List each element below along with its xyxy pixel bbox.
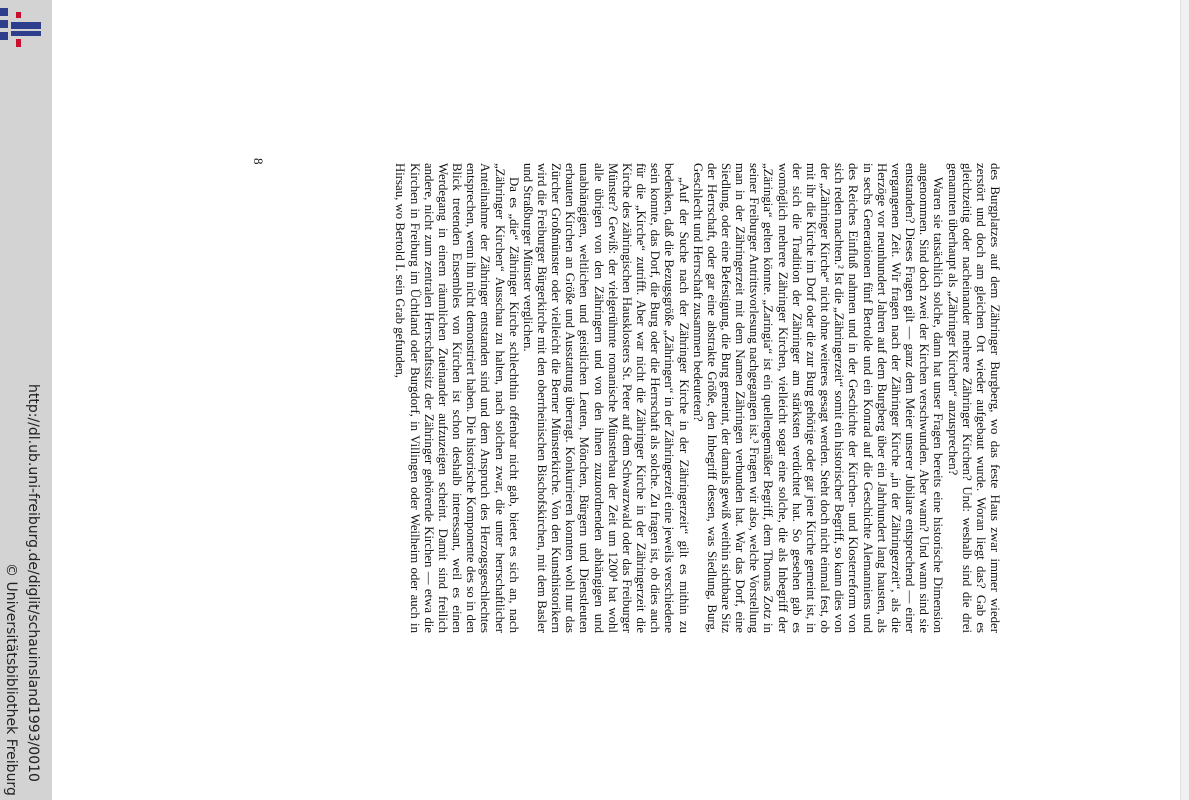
document-body — [393, 163, 1002, 633]
viewer-source-info — [0, 0, 52, 800]
vertical-scrollbar[interactable] — [1180, 0, 1189, 800]
copyright-notice: © Universitätsbibliothek Freiburg — [3, 563, 19, 796]
paragraph: Waren sie tatsächlich solche, dann hat unser Fragen bereits eine historische Dimension angenommen. Sind doch zwei der Kirchen verschwunden. Aber wann? Und wann sind sie entstanden? Dieses Fragen gilt — ganz dem Meier unserer Jubilare entsprechend — einer vergangenen Zeit. Wir fragen nach der Zähringer Kirche „in der Zähringerzeit“, als die Herzöge vor neunhundert Jahren auf dem Burgberg über ein Jahrhundert lang hausten, als in sechs Generationen fünf Bertolde und ein Konrad auf die Geschichte Alemanniens und des Reiches Einfluß nahmen und in der Geschichte der Kirchen- und Klosterreform von sich reden machten.² Ist die „Zähringerzeit“ somit ein historischer Begriff, so kann dies von der „Zähringer Kirche“ nicht ohne weiteres gesagt werden. Steht doch nicht einmal fest, ob mit ihr die Kirche im Dorf oder die zur Burg gehörige oder gar jene Kirche gemeint ist, in der sich die Tradition der Zähringer am stärksten verdichtet hat. So gesehen gab es womöglich mehrere Zähringer Kirchen, vielleicht sogar eine solche, die als Inbegriff der „Zäringia“ gelten könnte. „Zaringia“ ist ein quellengemäßer Begriff, dem Thomas Zotz in seiner Freiburger Antrittsvorlesung nachgegangen ist.³ Fragen wir also, welche Vorstellung man in der Zähringerzeit mit dem Namen Zähringen verbunden hat. War das Dorf, eine Siedlung, oder eine Befestigung, die Burg gemeint, der damals gewiß weithin sichtbare Sitz der Herrschaft, oder gar eine abstrakte Größe, den Inbegriff dessen, was Siedlung, Burg, Geschlecht und Herrschaft zusammen bedeuteten? — [690, 163, 946, 633]
page-number: 8 — [251, 158, 266, 165]
paragraph: Da es „die“ Zähringer Kirche schlechthin offenbar nicht gab, bietet es sich an, nach „Zähringer Kirchen“ Ausschau zu halten, nach solchen zwar, die unter herrschaftlicher Anteilnahme der Zähringer entstanden sind und dem Anspruch des Herzogsgeschlechtes entsprechen, wenn ihn nicht demonstriert haben. Die historische Komponente des so in den Blick tretenden Ensembles von Kirchen ist schon deshalb interessant, weil es einen Werdegang in einem räumlichen Zueinander aufzuzeigen scheint. Damit sind freilich andere, nicht zum zentralen Herrschaftssitz der Zähringer gehörende Kirchen — etwa die Kirchen in Freiburg im Üchtland oder Burgdorf, in Villingen oder Weilheim oder auch in Hirsau, wo Bertold I. sein Grab gefunden, — [393, 163, 521, 633]
source-url[interactable]: http://dl.ub.uni-freiburg.de/diglit/schauinsland1993/0010 — [25, 384, 41, 782]
viewer-sidebar — [0, 0, 52, 800]
paragraph: des Burgplatzes auf dem Zähringer Burgberg, wo das feste Haus zwar immer wieder zerstört und doch am gleichen Ort wieder aufgebaut wurde. Woran liegt das? Gab es gleichzeitig oder nacheinander mehrere Zähringer Kirchen? Und: weshalb sind die drei genannten überhaupt als „Zähringer Kirchen“ anzusprechen? — [945, 163, 1002, 633]
paragraph: „Auf der Suche nach der Zähringer Kirche in der Zähringerzeit“ gilt es mithin zu bedenken, daß die Bezugsgröße „Zähringen“ in der Zähringerzeit eine jeweils verschiedene sein konnte, das Dorf, die Burg oder die Herrschaft als solche. Zu fragen ist, ob dies auch für die „Kirche“ zutrifft. Aber war nicht die Zähringer Kirche in der Zähringerzeit die Kirche des zähringischen Hausklosters St. Peter auf dem Schwarzwald oder das Freiburger Münster? Gewiß: der vielgerühmte romanische Münsterbau der Zeit um 1200⁴ hat wohl alle übrigen von den Zähringern und von den ihnen zuzuordnenden abhängigen und unabhängigen, weltlichen und geistlichen Leuten, Mönchen, Bürgern und Dienstleuten erbauten Kirchen an Größe und Ausstattung überragt. Konkurrieren konnten wohl nur das Zürcher Großmünster oder vielleicht die Berner Münsterkirche. Von den Kunsthistorikern wird die Freiburger Bürgerkirche mit den oberrheinischen Bischofskirchen, mit dem Basler und Straßburger Münster verglichen. — [520, 163, 691, 633]
